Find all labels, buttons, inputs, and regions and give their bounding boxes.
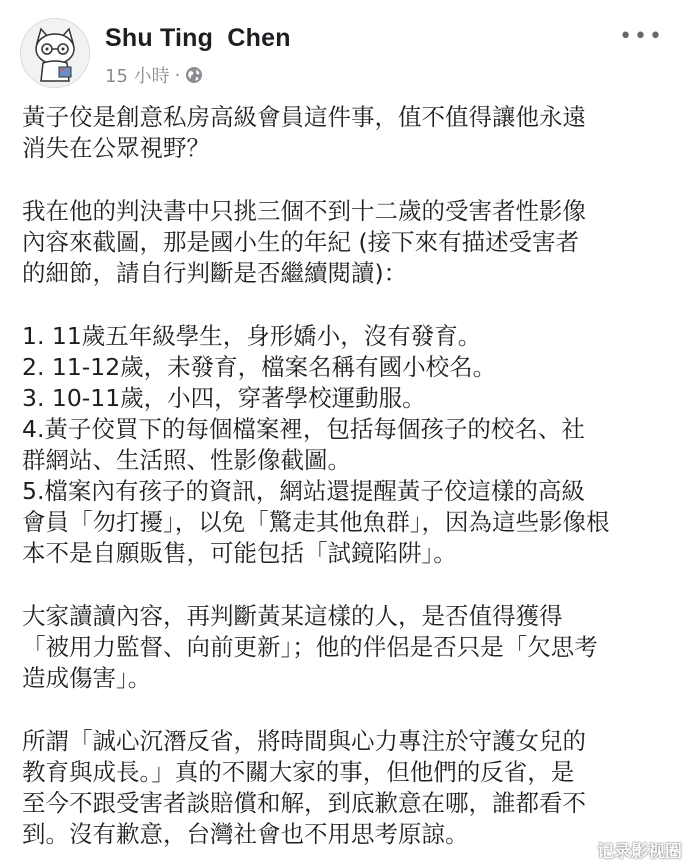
watermark: 记录影视圈 bbox=[597, 842, 682, 862]
author-name[interactable]: Shu Ting Chen bbox=[105, 24, 291, 52]
text-line: 至今不跟受害者談賠償和解，到底歉意在哪，誰都看不 bbox=[22, 789, 586, 817]
text-line: 「被用力監督、向前更新」；他的伴侶是否只是「欠思考 bbox=[22, 633, 598, 661]
text-line: 會員「勿打擾」，以免「驚走其他魚群」，因為這些影像根 bbox=[22, 508, 610, 536]
avatar[interactable] bbox=[20, 18, 90, 88]
text-line: 大家讀讀內容，再判斷黃某這樣的人，是否值得獲得 bbox=[22, 602, 563, 630]
list-item: 1. 11歲五年級學生，身形嬌小，沒有發育。 bbox=[22, 322, 482, 350]
post-meta bbox=[105, 62, 203, 88]
text-line: 消失在公眾視野？ bbox=[22, 134, 210, 162]
more-options-icon[interactable]: ••• bbox=[619, 24, 664, 49]
text-line: 的細節，請自行判斷是否繼續閱讀)： bbox=[22, 259, 408, 287]
list-item: 5.檔案內有孩子的資訊，網站還提醒黃子佼這樣的高級 bbox=[22, 477, 585, 505]
paragraph bbox=[22, 726, 678, 850]
text-line: 所謂「誠心沉潛反省，將時間與心力專注於守護女兒的 bbox=[22, 727, 586, 755]
text-line: 教育與成長。」真的不關大家的事，但他們的反省，是 bbox=[22, 758, 575, 786]
globe-icon[interactable] bbox=[185, 66, 203, 84]
post-body bbox=[22, 102, 678, 866]
text-line: 本不是自願販售，可能包括「試鏡陷阱」。 bbox=[22, 539, 457, 567]
text-line: 我在他的判決書中只挑三個不到十二歲的受害者性影像 bbox=[22, 197, 586, 225]
paragraph bbox=[22, 601, 678, 694]
meta-separator: · bbox=[174, 64, 181, 86]
text-line: 造成傷害」。 bbox=[22, 664, 152, 692]
cartoon-cat-avatar-image bbox=[21, 19, 89, 87]
text-line: 黃子佼是創意私房高級會員這件事，值不值得讓他永遠 bbox=[22, 103, 586, 131]
paragraph bbox=[22, 321, 678, 569]
list-item: 4.黃子佼買下的每個檔案裡，包括每個孩子的校名、社 bbox=[22, 415, 585, 443]
text-line: 內容來截圖，那是國小生的年紀 (接下來有描述受害者 bbox=[22, 228, 580, 256]
text-line: 群網站、生活照、性影像截圖。 bbox=[22, 446, 351, 474]
list-item: 2. 11-12歲，未發育，檔案名稱有國小校名。 bbox=[22, 353, 497, 381]
paragraph bbox=[22, 196, 678, 289]
post-timestamp[interactable]: 15 小時 bbox=[105, 66, 170, 87]
paragraph bbox=[22, 102, 678, 164]
text-line: 到。沒有歉意，台灣社會也不用思考原諒。 bbox=[22, 820, 469, 848]
list-item: 3. 10-11歲，小四，穿著學校運動服。 bbox=[22, 384, 426, 412]
